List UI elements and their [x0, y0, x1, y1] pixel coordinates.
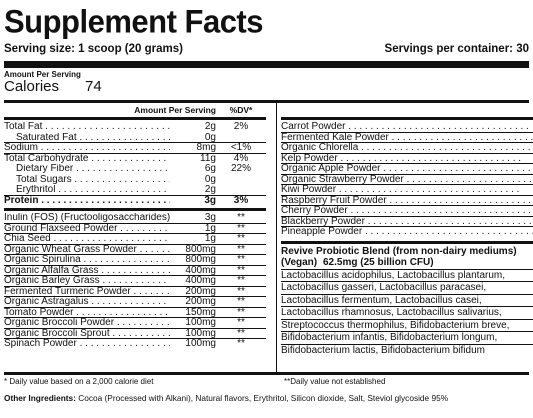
ingredient-row-name: Carrot Powder . . .	[281, 122, 533, 132]
servings-per-container: Servings per container: 30	[384, 43, 529, 55]
ingredient-row-dv: **	[237, 243, 245, 255]
nutrient-row-dv	[216, 175, 266, 185]
ingredient-row-name: Fermented Turmeric Powder . . .	[4, 287, 170, 297]
left-dv-header: %DV*	[229, 105, 253, 115]
ingredient-row-dv: **	[237, 296, 245, 307]
ingredient-row-dv: **	[237, 264, 245, 276]
amount-per-serving-small: Amount Per Serving	[4, 70, 81, 79]
footnote-not-established: **Daily value not established	[284, 377, 386, 386]
nutrient-row-dv	[216, 133, 266, 143]
ingredient-row	[281, 226, 533, 237]
right-ingredient-list	[281, 120, 533, 237]
ingredient-row-name: Organic Astragalus . . .	[4, 297, 170, 307]
ingredient-row-name: Blackberry Powder . . .	[281, 217, 533, 227]
ingredient-row-dv: **	[237, 222, 245, 234]
nutrient-row-amount: 8mg	[196, 142, 216, 153]
other-ingredients	[4, 393, 529, 403]
probiotic-strain-line: Lactobacillus rhamnosus, Lactobacillus salivarius,	[281, 306, 533, 319]
ingredient-row	[281, 132, 533, 143]
ingredient-row-amount: 200mg	[185, 285, 216, 297]
ingredient-row-name: Kiwi Powder . . .	[281, 185, 533, 195]
nutrient-row-name: Dietary Fiber . . .	[4, 164, 170, 174]
other-ingredients-label: Other Ingredients:	[4, 393, 76, 403]
ingredient-row-name: Organic Barley Grass . . .	[4, 276, 170, 286]
nutrient-row-amount: 0g	[204, 131, 216, 143]
nutrient-row-amount: 0g	[204, 173, 216, 185]
ingredient-row-amount: 200mg	[185, 296, 216, 307]
probiotic-strain-line: Lactobacillus fermentum, Lactobacillus casei,	[281, 294, 533, 307]
nutrient-row	[4, 132, 266, 143]
ingredient-row	[4, 296, 266, 307]
ingredient-row	[281, 122, 533, 132]
ingredient-row-dv: **	[237, 285, 245, 297]
other-ingredients-text: Cocoa (Processed with Alkani), Natural flavors, Erythritol, Silicon dioxide, Salt, Steviol glycoside 95%	[78, 393, 449, 403]
ingredient-row-name: Raspberry Fruit Powder . . .	[281, 196, 533, 206]
ingredient-row-amount: 800mg	[185, 254, 216, 265]
probiotic-amount: 62.5mg (25 billion CFU)	[323, 256, 434, 268]
nutrient-row-amount: 11g	[200, 152, 216, 164]
ingredient-row	[281, 163, 533, 174]
ingredient-row	[4, 254, 266, 265]
nutrient-row-dv	[216, 185, 266, 195]
nutrient-row	[4, 163, 266, 174]
ingredient-row-name: Organic Strawberry Powder . . .	[281, 175, 533, 185]
left-column-header	[4, 103, 266, 120]
left-amount-header: Amount Per Serving	[134, 105, 216, 115]
ingredient-row-dv: **	[237, 233, 245, 244]
probiotic-strain-line: Streptococcus thermophilus, Bifidobacterium breve,	[281, 319, 533, 332]
ingredient-row-name: Organic Broccoli Sprout . . .	[4, 329, 170, 339]
supplement-facts-label	[4, 4, 529, 403]
footnote-daily-value: * Daily value based on a 2,000 calorie diet	[4, 377, 154, 386]
nutrient-row	[4, 122, 266, 132]
ingredient-row-amount: 1g	[204, 233, 216, 244]
left-column	[4, 103, 266, 372]
ingredient-row-name: Organic Spirulina . . .	[4, 255, 170, 265]
ingredient-row	[4, 233, 266, 244]
ingredient-row	[4, 317, 266, 328]
ingredient-row-name: Ground Flaxseed Powder . . .	[4, 224, 170, 234]
ingredient-row-name: Organic Broccoli Powder . . .	[4, 318, 170, 328]
calories-row	[4, 79, 529, 96]
ingredient-row	[4, 213, 266, 223]
nutrient-row-dv: <1%	[230, 142, 252, 153]
ingredient-row-name: Organic Alfalfa Grass . . .	[4, 266, 170, 276]
probiotic-strain-list	[281, 269, 533, 357]
ingredient-row	[4, 338, 266, 349]
ingredient-row-name: Organic Apple Powder . . .	[281, 164, 533, 174]
nutrient-row-amount: 6g	[204, 163, 216, 174]
left-ingredient-list	[4, 211, 266, 349]
calories-label: Calories	[4, 78, 60, 95]
nutrient-row-amount: 2g	[204, 184, 216, 195]
ingredient-row-dv: **	[237, 317, 245, 328]
ingredient-row	[4, 265, 266, 276]
label-title: Supplement Facts	[4, 2, 263, 40]
facts-columns	[4, 103, 529, 372]
nutrient-row	[4, 153, 266, 164]
ingredient-row-amount: 100mg	[185, 317, 216, 328]
ingredient-row	[281, 216, 533, 227]
nutrient-row-name: Erythritol . . .	[4, 185, 170, 195]
ingredient-row	[281, 153, 533, 164]
ingredient-row-amount: 3g	[204, 212, 216, 223]
ingredient-row	[4, 286, 266, 297]
ingredient-row-dv: **	[237, 275, 245, 286]
nutrient-row	[4, 142, 266, 153]
probiotic-amount-row	[281, 257, 533, 269]
ingredient-row-amount: 400mg	[185, 264, 216, 276]
probiotic-title: Revive Probiotic Blend (from non-dairy mediums)	[281, 245, 517, 257]
ingredient-row	[4, 223, 266, 234]
nutrient-row	[4, 195, 266, 206]
ingredient-row	[4, 328, 266, 339]
ingredient-row-name: Kelp Powder . . .	[281, 154, 533, 164]
probiotic-strain-line: Lactobacillus gasseri, Lactobacillus paracasei,	[281, 281, 533, 294]
right-column	[276, 103, 533, 372]
ingredient-row-amount: 800mg	[185, 243, 216, 255]
nutrient-row	[4, 174, 266, 185]
ingredient-row	[281, 205, 533, 216]
ingredient-row-name: Chia Seed . . .	[4, 234, 170, 244]
ingredient-row-name: Tomato Powder . . .	[4, 308, 170, 318]
nutrient-row-dv: 4%	[233, 152, 249, 164]
thick-divider	[4, 61, 529, 68]
ingredient-row-dv: **	[237, 338, 245, 349]
ingredient-row-amount: 400mg	[185, 275, 216, 286]
ingredient-row-name: Fermented Kale Powder . . .	[281, 133, 533, 143]
right-column-header	[281, 103, 533, 120]
calories-value: 74	[85, 78, 102, 95]
ingredient-row-name: Cherry Powder . . .	[281, 206, 533, 216]
ingredient-row-name: Pineapple Powder . . .	[281, 227, 533, 237]
probiotic-strain-line: Bifidobacterium lactis, Bifidobacterium bifidum	[281, 344, 533, 357]
ingredient-row	[4, 307, 266, 318]
nutrient-row	[4, 184, 266, 195]
nutrient-row-name: Saturated Fat . . .	[4, 133, 170, 143]
ingredient-row-dv: **	[237, 306, 245, 318]
footnote-row	[4, 372, 529, 388]
ingredient-row-name: Spinach Powder . . .	[4, 339, 170, 349]
nutrient-row-amount: 3g	[204, 194, 216, 206]
serving-row	[4, 43, 529, 57]
ingredient-row	[4, 275, 266, 286]
nutrient-row-dv: 3%	[233, 194, 249, 206]
ingredient-row-dv: **	[237, 212, 245, 223]
nutrient-row-amount: 2g	[204, 121, 216, 132]
nutrient-list	[4, 120, 266, 205]
probiotic-strain-line: Bifidobacterium infantis, Bifidobacterium longum,	[281, 331, 533, 344]
ingredient-row-amount: 1g	[204, 222, 216, 234]
nutrient-row-name: Sodium . . .	[4, 143, 170, 153]
ingredient-row-amount: 150mg	[185, 306, 216, 318]
ingredient-row-dv: **	[237, 327, 245, 339]
probiotic-strain-line: Lactobacillus acidophilus, Lactobacillus plantarum,	[281, 269, 533, 282]
ingredient-row	[4, 244, 266, 255]
right-amount-header	[523, 105, 533, 115]
ingredient-row-name: Inulin (FOS) (Fructooligosaccharides) . . .	[4, 213, 170, 223]
nutrient-row-name: Protein . . .	[4, 196, 170, 206]
ingredient-row-name: Organic Chlorella . . .	[281, 143, 533, 153]
ingredient-row-name: Organic Wheat Grass Powder . . .	[4, 245, 170, 255]
ingredient-row	[281, 195, 533, 206]
ingredient-row	[281, 174, 533, 185]
nutrient-row-name: Total Fat . . .	[4, 122, 170, 132]
probiotic-divider	[281, 241, 533, 244]
ingredient-row	[281, 184, 533, 195]
ingredient-row-dv: **	[237, 254, 245, 265]
nutrient-row-dv: 2%	[233, 121, 249, 132]
nutrient-row-name: Total Carbohydrate . . .	[4, 154, 170, 164]
ingredient-row-amount: 100mg	[185, 327, 216, 339]
probiotic-vegan: (Vegan)	[281, 256, 318, 268]
ingredient-row-amount: 100mg	[185, 338, 216, 349]
serving-size: Serving size: 1 scoop (20 grams)	[4, 43, 183, 55]
nutrient-row-name: Total Sugars . . .	[4, 175, 170, 185]
ingredient-row	[281, 142, 533, 153]
nutrient-row-dv: 22%	[230, 163, 251, 174]
